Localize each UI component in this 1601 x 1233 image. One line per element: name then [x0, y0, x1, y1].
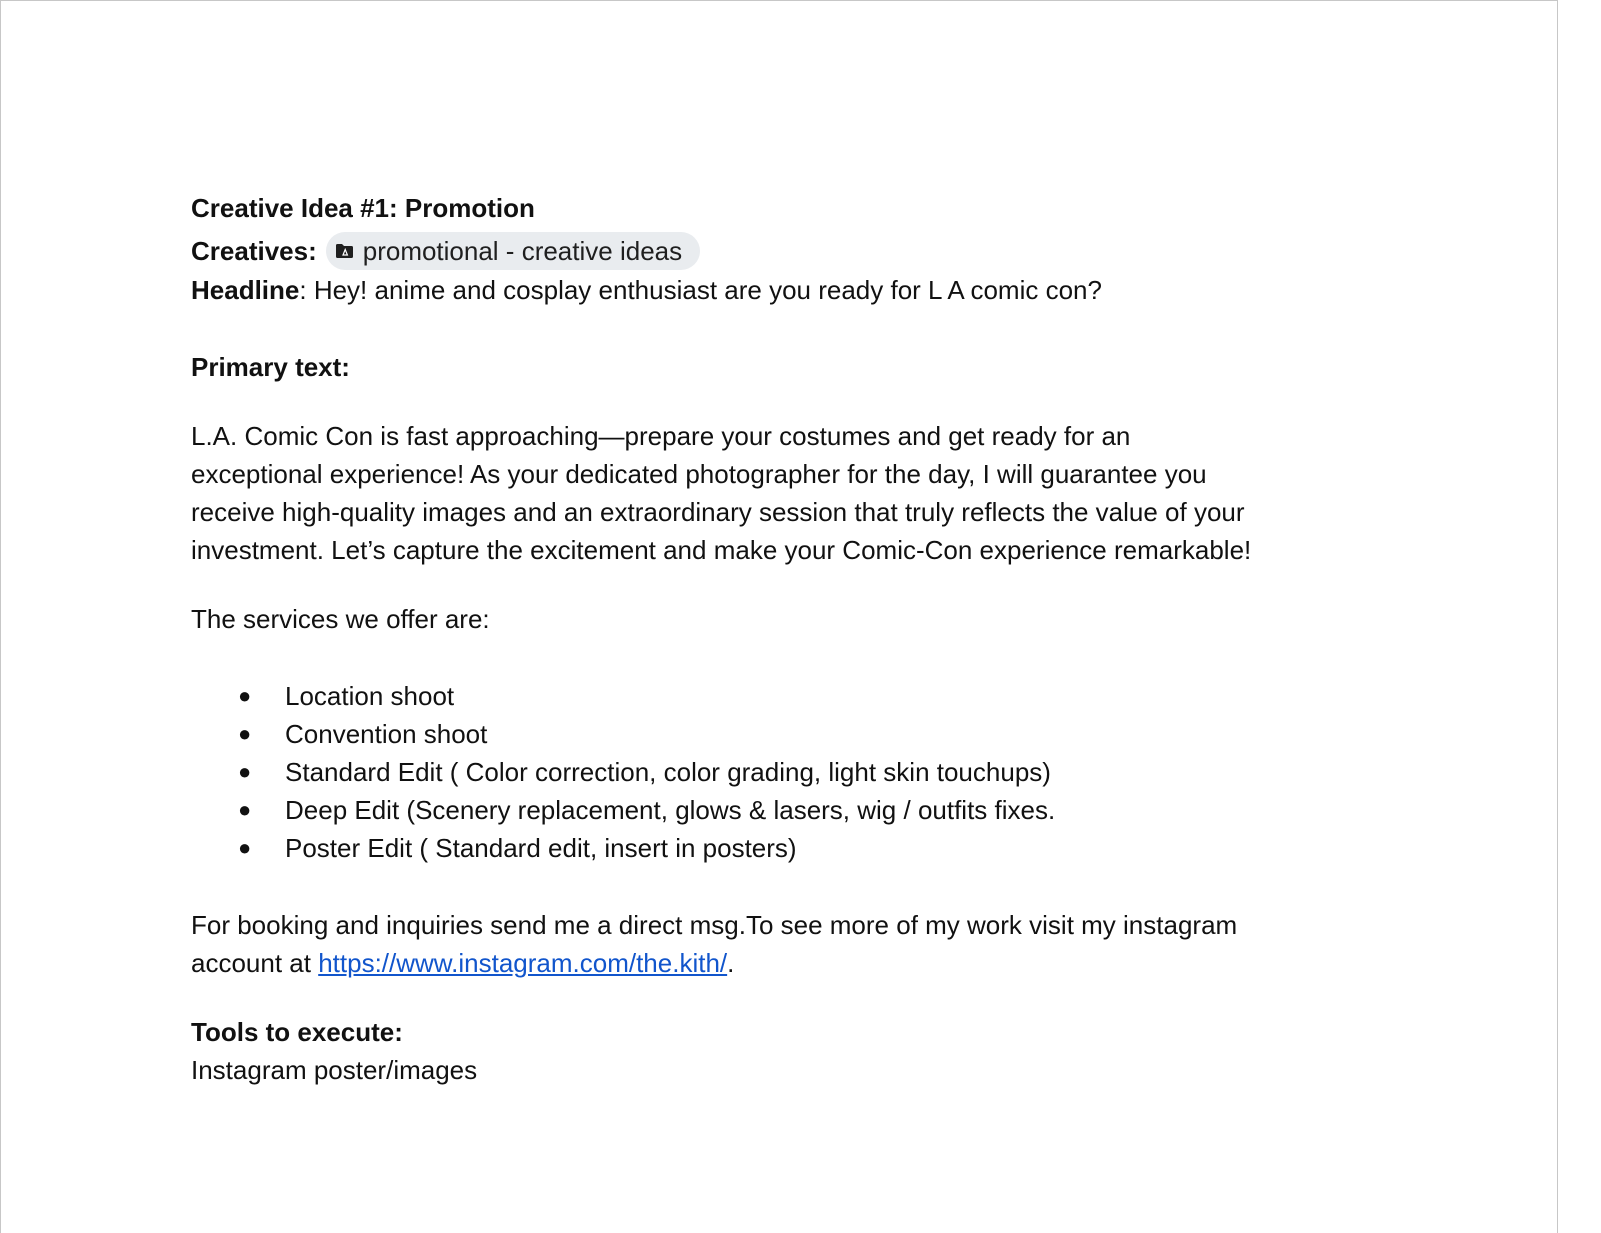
- service-item-text: Poster Edit ( Standard edit, insert in posters): [285, 833, 797, 863]
- list-item: [191, 791, 1391, 829]
- shared-drive-folder-icon: [335, 243, 354, 259]
- service-item-text: Deep Edit (Scenery replacement, glows & lasers, wig / outfits fixes.: [285, 795, 1056, 825]
- creatives-label: Creatives:: [191, 235, 317, 266]
- headline-label: Headline: [191, 275, 300, 305]
- service-item-text: Location shoot: [285, 681, 455, 711]
- headline-row: [191, 271, 1391, 309]
- drive-folder-chip[interactable]: [326, 232, 700, 270]
- bullet-icon: ●: [238, 759, 252, 784]
- spacer: [191, 386, 1391, 417]
- tools-text: Instagram poster/images: [191, 1055, 478, 1085]
- spacer: [191, 309, 1391, 348]
- list-item: [191, 715, 1391, 753]
- primary-text-line: investment. Let’s capture the excitement and make your Comic-Con experience remarkable!: [191, 535, 1252, 565]
- service-item-text: Standard Edit ( Color correction, color grading, light skin touchups): [285, 757, 1051, 787]
- booking-paragraph: [191, 906, 1391, 982]
- primary-text-line: receive high-quality images and an extraordinary session that truly reflects the value of your: [191, 497, 1245, 527]
- spacer: [191, 569, 1391, 600]
- spacer: [191, 638, 1391, 677]
- services-intro: The services we offer are:: [191, 604, 490, 634]
- list-item: [191, 753, 1391, 791]
- bullet-icon: ●: [238, 835, 252, 860]
- list-item: [191, 677, 1391, 715]
- list-item: [191, 829, 1391, 867]
- spacer: [191, 867, 1391, 906]
- spacer: [191, 982, 1391, 1013]
- services-list: [191, 677, 1391, 867]
- creatives-row: [191, 230, 1391, 271]
- drive-folder-chip-label: promotional - creative ideas: [362, 235, 683, 266]
- tools-label: Tools to execute:: [191, 1017, 403, 1047]
- headline-text: : Hey! anime and cosplay enthusiast are you ready for L A comic con?: [299, 275, 1102, 305]
- booking-suffix: .: [727, 948, 735, 978]
- creative-idea-title: Creative Idea #1: Promotion: [191, 193, 535, 223]
- booking-line: [191, 944, 1391, 982]
- booking-line: For booking and inquiries send me a direct msg.To see more of my work visit my instagram: [191, 910, 1238, 940]
- booking-prefix: account at: [191, 948, 319, 978]
- instagram-link[interactable]: https://www.instagram.com/the.kith/: [318, 948, 728, 978]
- primary-text-paragraph: [191, 417, 1391, 569]
- bullet-icon: ●: [238, 797, 252, 822]
- document-content: [191, 189, 1391, 1089]
- primary-text-label: Primary text:: [191, 352, 350, 382]
- primary-text-line: exceptional experience! As your dedicated photographer for the day, I will guarantee you: [191, 459, 1207, 489]
- bullet-icon: ●: [238, 721, 252, 746]
- bullet-icon: ●: [238, 683, 252, 708]
- primary-text-line: L.A. Comic Con is fast approaching—prepare your costumes and get ready for an: [191, 421, 1131, 451]
- service-item-text: Convention shoot: [285, 719, 488, 749]
